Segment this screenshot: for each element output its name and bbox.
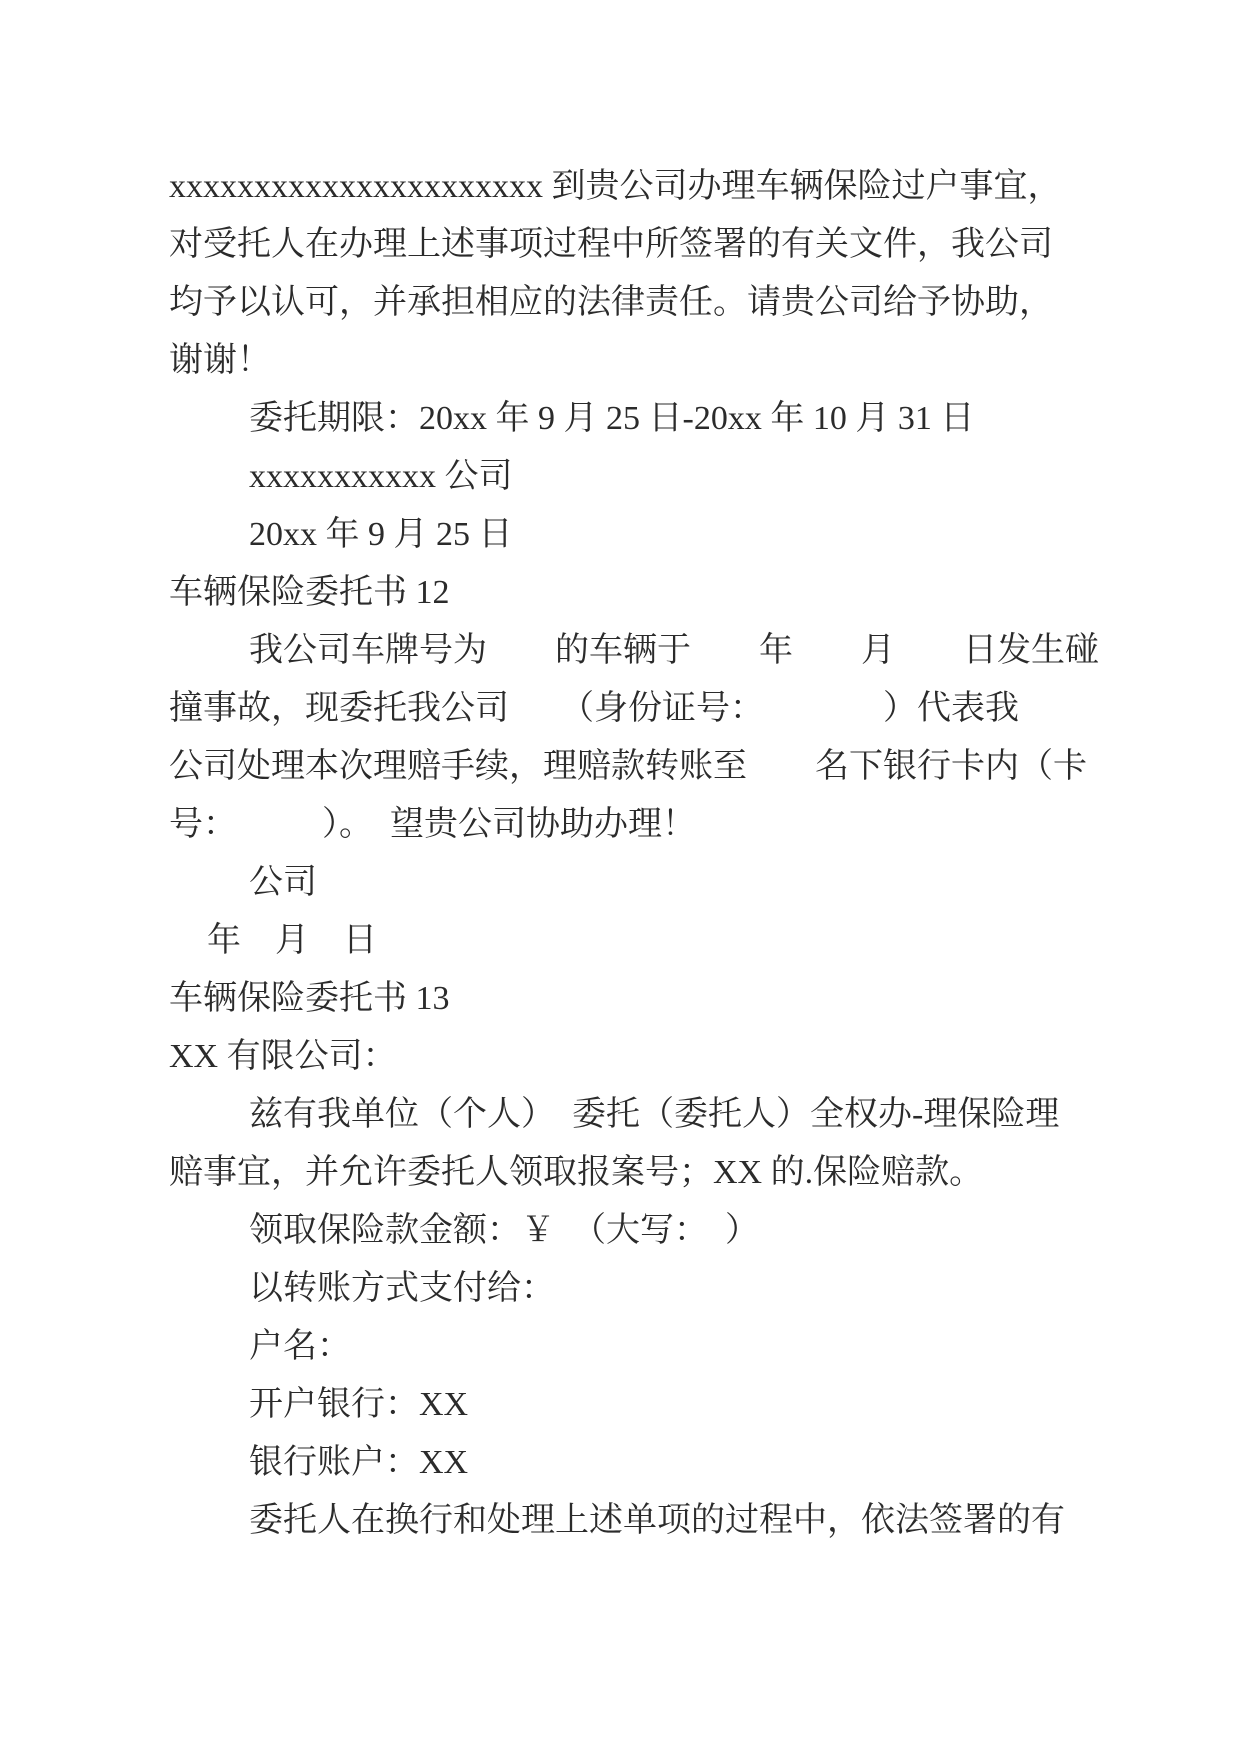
entrust-period-line: 委托期限：20xx 年 9 月 25 日-20xx 年 10 月 31 日 bbox=[249, 400, 975, 437]
bank-name-line: 开户银行：XX bbox=[249, 1386, 469, 1423]
document-body bbox=[169, 158, 1099, 1550]
doc13-closing-line: 委托人在换行和处理上述单项的过程中，依法签署的有 bbox=[249, 1502, 1065, 1539]
account-name-line: 户名： bbox=[249, 1328, 351, 1365]
company-signature-line: xxxxxxxxxxx 公司 bbox=[249, 458, 513, 495]
doc13-body-line-1: 兹有我单位（个人） 委托（委托人）全权办-理保险理 bbox=[249, 1096, 1060, 1133]
bank-account-line: 银行账户：XX bbox=[249, 1444, 469, 1481]
doc13-body-line-2: 赔事宜，并允许委托人领取报案号；XX 的.保险赔款。 bbox=[169, 1154, 984, 1191]
doc12-company-line: 公司 bbox=[249, 864, 317, 901]
signature-date-line: 20xx 年 9 月 25 日 bbox=[249, 516, 513, 553]
para-transfer-line-1: xxxxxxxxxxxxxxxxxxxxxx 到贵公司办理车辆保险过户事宜， bbox=[169, 168, 1062, 205]
para-transfer-line-3: 均予以认可，并承担相应的法律责任。请贵公司给予协助， bbox=[169, 284, 1053, 321]
claim-amount-line: 领取保险款金额：￥ （大写： ） bbox=[249, 1212, 759, 1249]
doc12-body-line-4: 号： ）。 望贵公司协助办理！ bbox=[169, 806, 696, 843]
doc12-body-line-3: 公司处理本次理赔手续，理赔款转账至 名下银行卡内（卡 bbox=[169, 748, 1087, 785]
heading-doc-13: 车辆保险委托书 13 bbox=[169, 980, 450, 1017]
para-transfer-line-4: 谢谢！ bbox=[169, 342, 271, 379]
doc12-body-line-1: 我公司车牌号为 的车辆于 年 月 日发生碰 bbox=[249, 632, 1099, 669]
transfer-method-line: 以转账方式支付给： bbox=[249, 1270, 555, 1307]
addressee-line: XX 有限公司： bbox=[169, 1038, 397, 1075]
heading-doc-12: 车辆保险委托书 12 bbox=[169, 574, 450, 611]
doc12-date-line: 年 月 日 bbox=[207, 922, 377, 959]
doc12-body-line-2: 撞事故，现委托我公司 （身份证号： ）代表我 bbox=[169, 690, 1019, 727]
para-transfer-line-2: 对受托人在办理上述事项过程中所签署的有关文件，我公司 bbox=[169, 226, 1053, 263]
